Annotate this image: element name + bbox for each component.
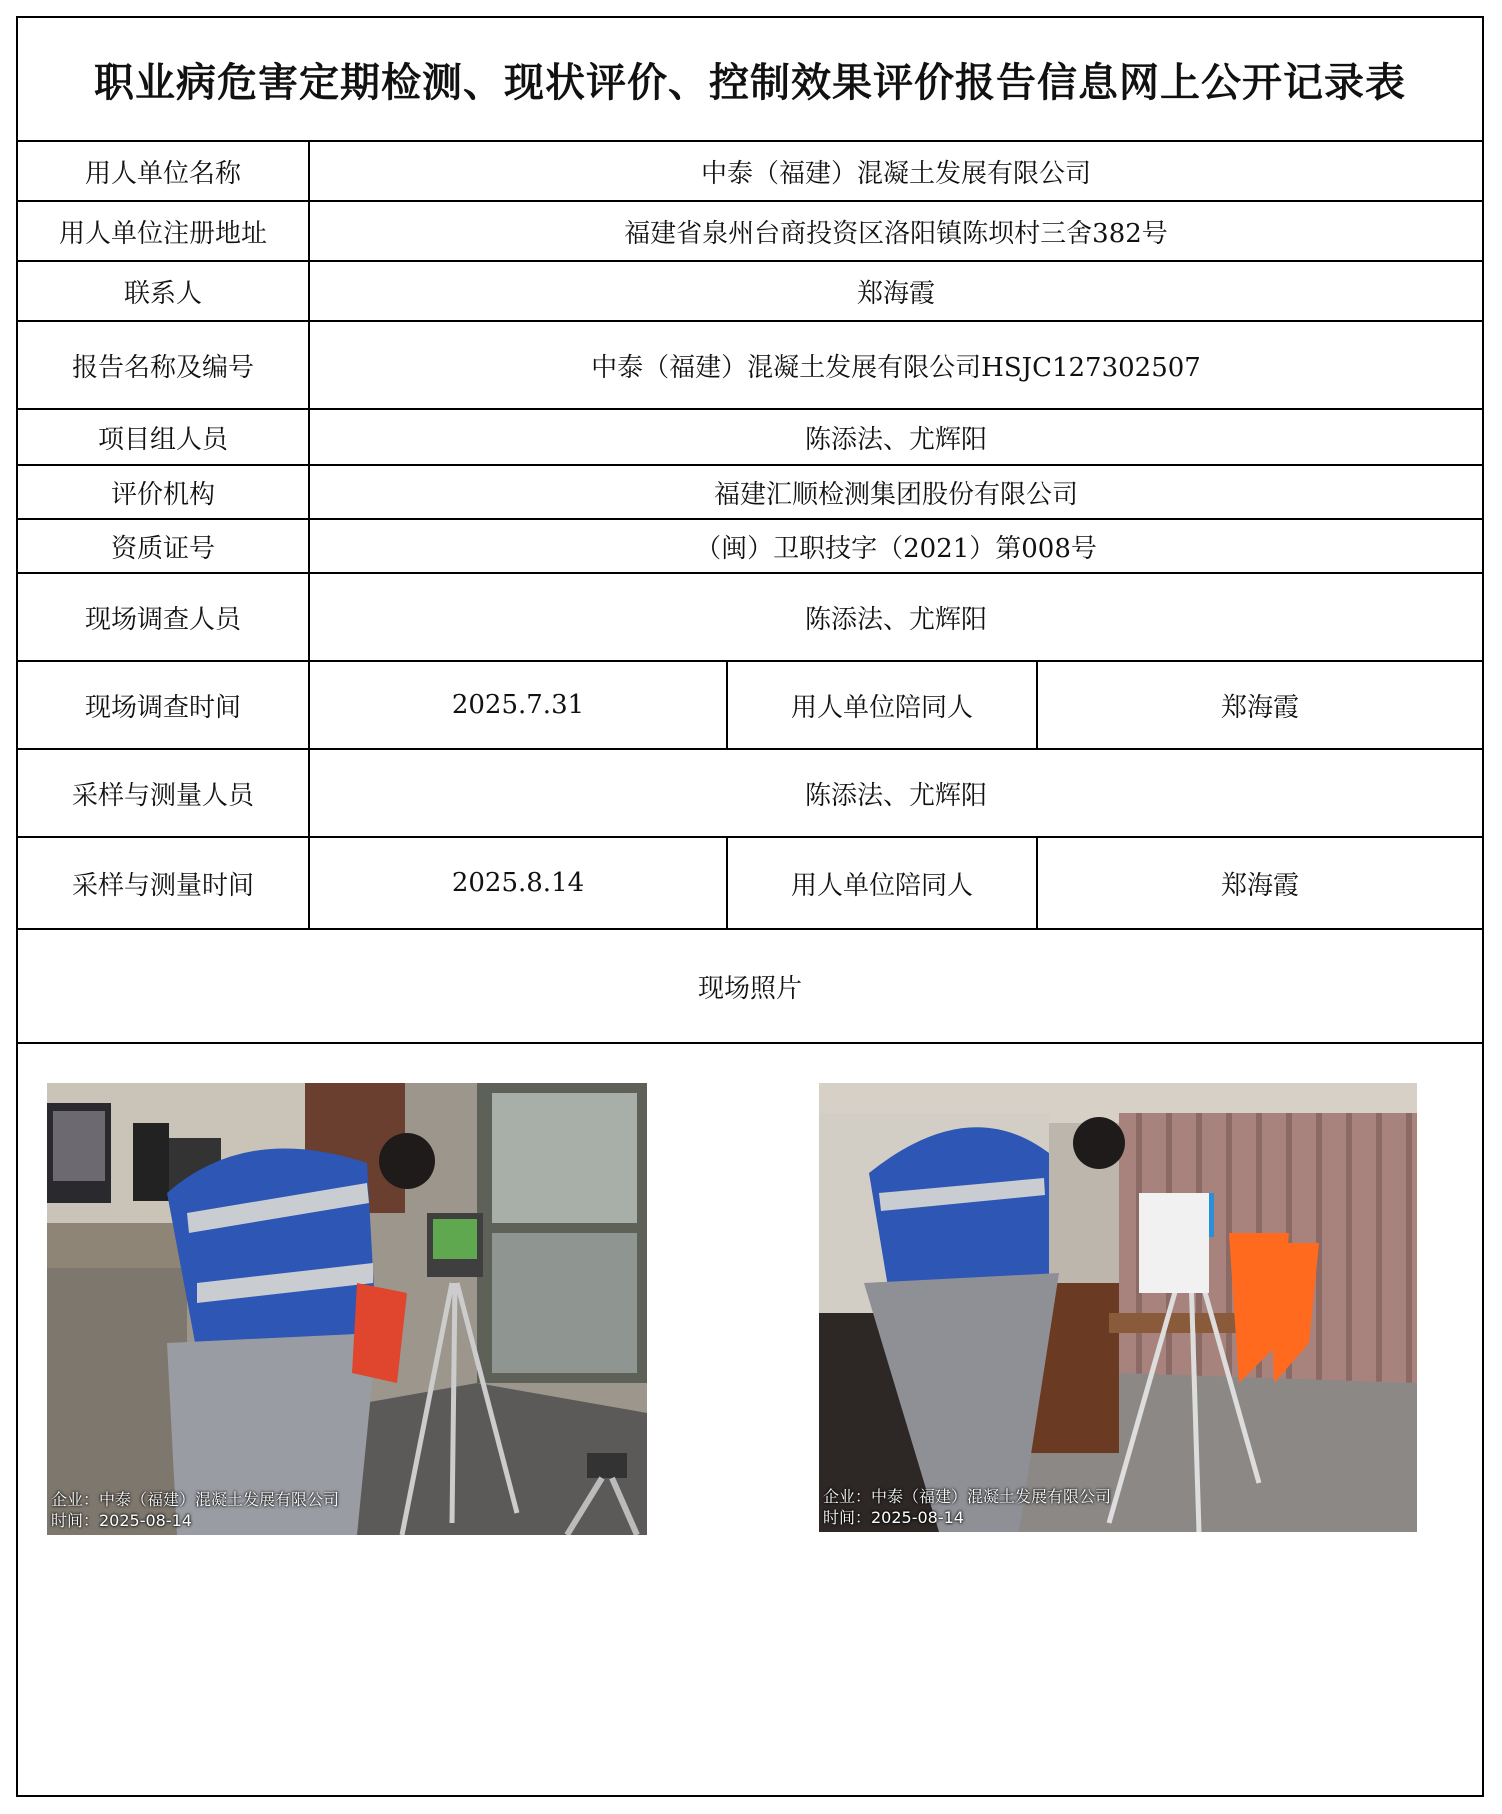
page-title: 职业病危害定期检测、现状评价、控制效果评价报告信息网上公开记录表 xyxy=(18,18,1482,142)
row-agency xyxy=(18,466,1482,520)
row-sampling-staff xyxy=(18,750,1482,838)
survey-time-label: 现场调查时间 xyxy=(18,662,310,748)
site-photo-2-time: 时间：2025-08-14 xyxy=(823,1508,964,1527)
contact-label: 联系人 xyxy=(18,262,310,320)
license-value: （闽）卫职技字（2021）第008号 xyxy=(695,533,1097,564)
team-value: 陈添法、尤辉阳 xyxy=(804,424,987,455)
sampling-time-value: 2025.8.14 xyxy=(310,838,728,928)
site-photo-1-company: 企业：中泰（福建）混凝土发展有限公司 xyxy=(51,1490,340,1509)
row-report xyxy=(18,322,1482,410)
sampling-staff-value: 陈添法、尤辉阳 xyxy=(804,780,987,811)
site-photo-1-time: 时间：2025-08-14 xyxy=(51,1511,192,1530)
row-survey-time xyxy=(18,662,1482,750)
photos-section-title: 现场照片 xyxy=(18,930,1482,1044)
site-photo-2 xyxy=(819,1083,1417,1532)
survey-staff-value: 陈添法、尤辉阳 xyxy=(804,604,987,635)
site-photo-2-scene xyxy=(819,1083,1417,1532)
survey-time-value: 2025.7.31 xyxy=(310,662,728,748)
employer-address-label: 用人单位注册地址 xyxy=(18,202,310,260)
record-sheet xyxy=(16,16,1484,1797)
row-employer-name xyxy=(18,142,1482,202)
row-contact xyxy=(18,262,1482,322)
sampling-staff-label: 采样与测量人员 xyxy=(18,750,310,836)
report-label: 报告名称及编号 xyxy=(18,322,310,408)
row-license xyxy=(18,520,1482,574)
survey-staff-label: 现场调查人员 xyxy=(18,574,310,660)
row-team xyxy=(18,410,1482,466)
survey-escort-value: 郑海霞 xyxy=(1220,692,1299,723)
agency-label: 评价机构 xyxy=(18,466,310,518)
sampling-escort-label: 用人单位陪同人 xyxy=(728,838,1038,928)
license-label: 资质证号 xyxy=(18,520,310,572)
survey-escort-label: 用人单位陪同人 xyxy=(728,662,1038,748)
row-sampling-time xyxy=(18,838,1482,930)
employer-name-value: 中泰（福建）混凝土发展有限公司 xyxy=(700,158,1091,189)
row-survey-staff xyxy=(18,574,1482,662)
contact-value: 郑海霞 xyxy=(856,278,935,309)
site-photo-1-scene xyxy=(47,1083,647,1535)
employer-name-label: 用人单位名称 xyxy=(18,142,310,200)
team-label: 项目组人员 xyxy=(18,410,310,464)
sampling-escort-value: 郑海霞 xyxy=(1220,870,1299,901)
site-photo-2-stamp xyxy=(823,1486,1111,1528)
site-photo-2-company: 企业：中泰（福建）混凝土发展有限公司 xyxy=(823,1487,1112,1506)
report-value: 中泰（福建）混凝土发展有限公司HSJC127302507 xyxy=(591,352,1201,383)
agency-value: 福建汇顺检测集团股份有限公司 xyxy=(713,479,1078,510)
site-photo-1 xyxy=(47,1083,647,1535)
employer-address-value: 福建省泉州台商投资区洛阳镇陈坝村三舍382号 xyxy=(624,218,1168,249)
row-employer-address xyxy=(18,202,1482,262)
sampling-time-label: 采样与测量时间 xyxy=(18,838,310,928)
site-photo-1-stamp xyxy=(51,1489,339,1531)
